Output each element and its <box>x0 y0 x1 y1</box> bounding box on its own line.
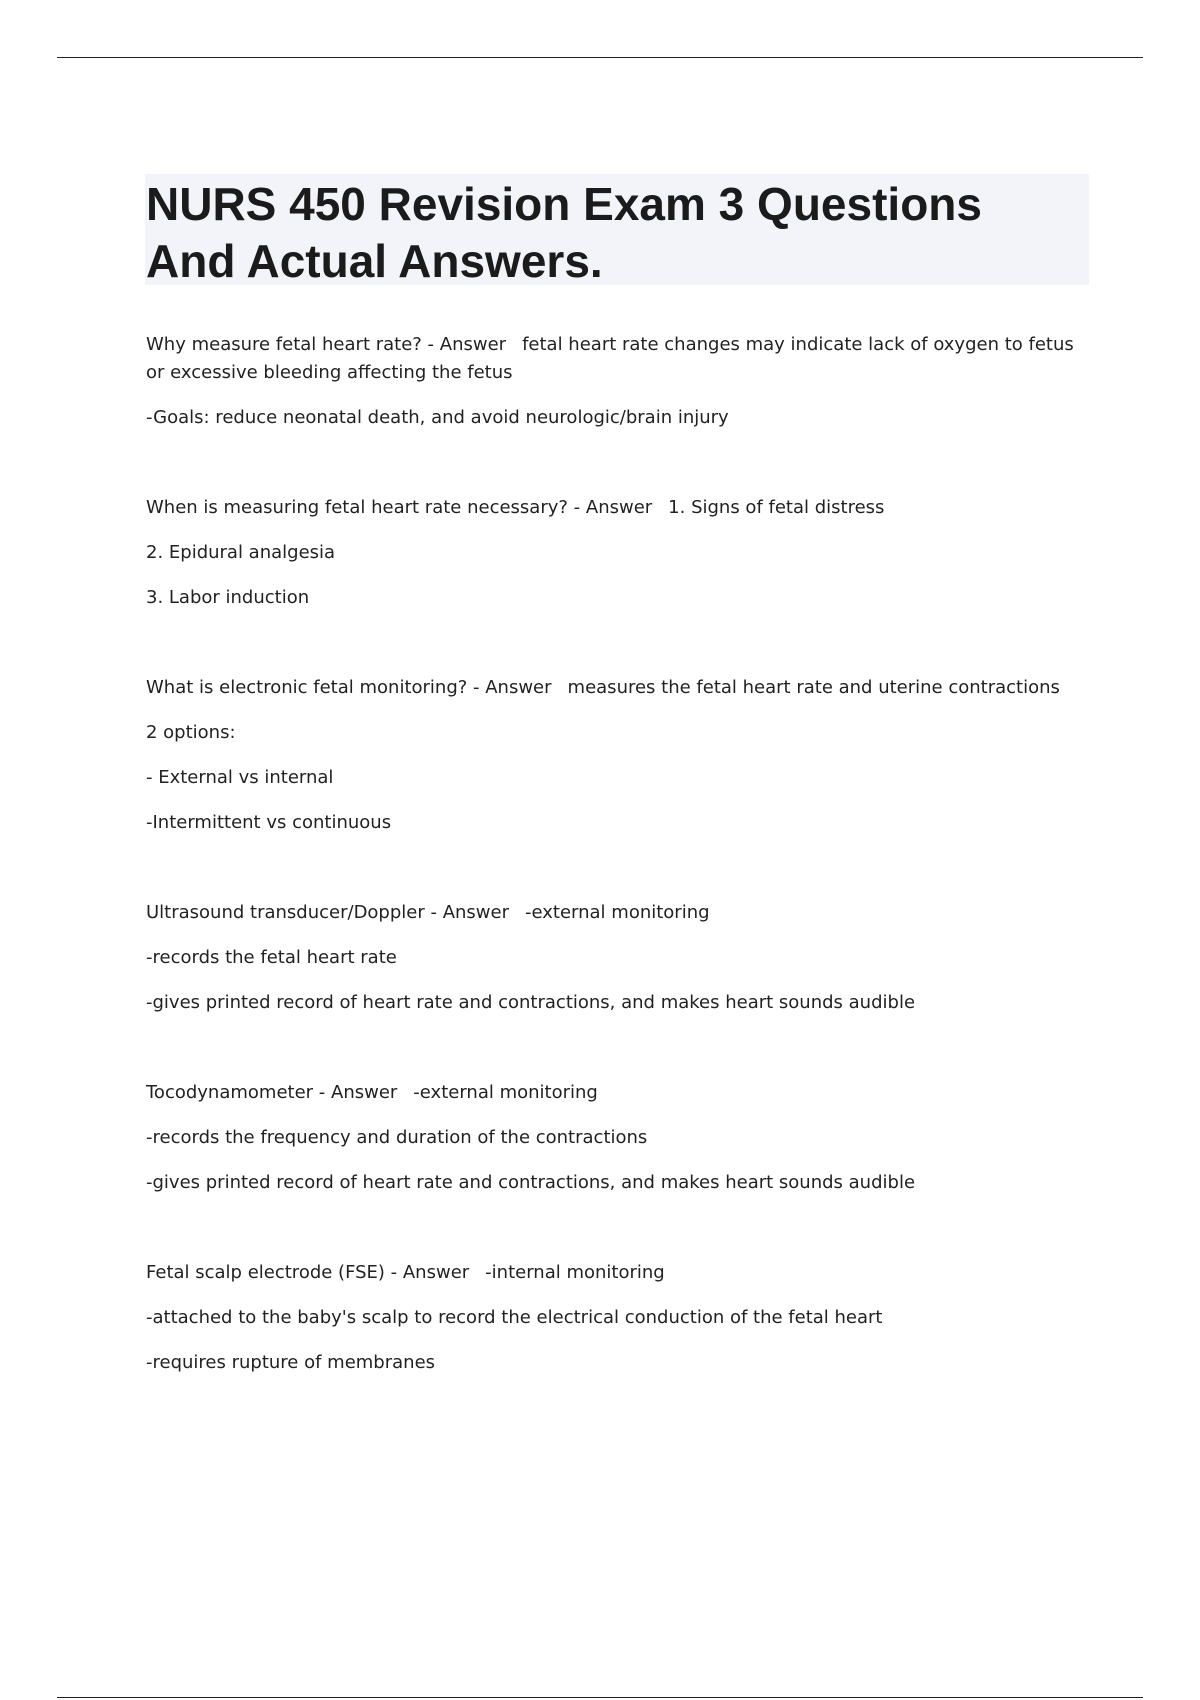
qa-extra-line: -Goals: reduce neonatal death, and avoid neurologic/brain injury <box>146 407 729 428</box>
qa-first-line <box>146 899 1096 927</box>
header-rule <box>57 57 1143 58</box>
qa-item <box>146 899 1096 1017</box>
qa-extra-line: -Intermittent vs continuous <box>146 812 392 833</box>
qa-answer: fetal heart rate changes may indicate lack of oxygen to fetus or excessive bleeding affecting the fetus <box>146 334 1074 383</box>
qa-extra-line: 3. Labor induction <box>146 587 310 608</box>
qa-first-line <box>146 494 1096 522</box>
qa-extra-line: -gives printed record of heart rate and contractions, and makes heart sounds audible <box>146 992 916 1013</box>
qa-first-line <box>146 674 1096 702</box>
qa-answer: -external monitoring <box>525 902 710 923</box>
qa-question: What is electronic fetal monitoring? - Answer <box>146 677 552 698</box>
qa-answer: -internal monitoring <box>485 1262 665 1283</box>
qa-question: Ultrasound transducer/Doppler - Answer <box>146 902 509 923</box>
qa-extra-line: -records the frequency and duration of the contractions <box>146 1127 648 1148</box>
qa-first-line <box>146 1259 1096 1287</box>
footer-rule <box>57 1697 1143 1698</box>
qa-list <box>146 331 1096 1439</box>
qa-item <box>146 1079 1096 1197</box>
qa-item <box>146 1259 1096 1377</box>
qa-item <box>146 674 1096 837</box>
qa-extra-line: -requires rupture of membranes <box>146 1352 436 1373</box>
qa-item <box>146 331 1096 432</box>
qa-answer: measures the fetal heart rate and uterine contractions <box>567 677 1060 698</box>
qa-extra-line: 2. Epidural analgesia <box>146 542 336 563</box>
qa-answer: -external monitoring <box>413 1082 598 1103</box>
qa-question: Fetal scalp electrode (FSE) - Answer <box>146 1262 470 1283</box>
qa-item <box>146 494 1096 612</box>
qa-extra-line: 2 options: <box>146 722 236 743</box>
document-title: NURS 450 Revision Exam 3 Questions And Actual Answers. <box>146 178 982 287</box>
qa-first-line <box>146 331 1096 387</box>
qa-extra-line: - External vs internal <box>146 767 334 788</box>
qa-question: Why measure fetal heart rate? - Answer <box>146 334 507 355</box>
qa-question: When is measuring fetal heart rate necessary? - Answer <box>146 497 653 518</box>
qa-question: Tocodynamometer - Answer <box>146 1082 398 1103</box>
qa-answer: 1. Signs of fetal distress <box>668 497 885 518</box>
qa-extra-line: -records the fetal heart rate <box>146 947 397 968</box>
qa-extra-line: -attached to the baby's scalp to record the electrical conduction of the fetal heart <box>146 1307 883 1328</box>
qa-extra-line: -gives printed record of heart rate and contractions, and makes heart sounds audible <box>146 1172 916 1193</box>
qa-first-line <box>146 1079 1096 1107</box>
